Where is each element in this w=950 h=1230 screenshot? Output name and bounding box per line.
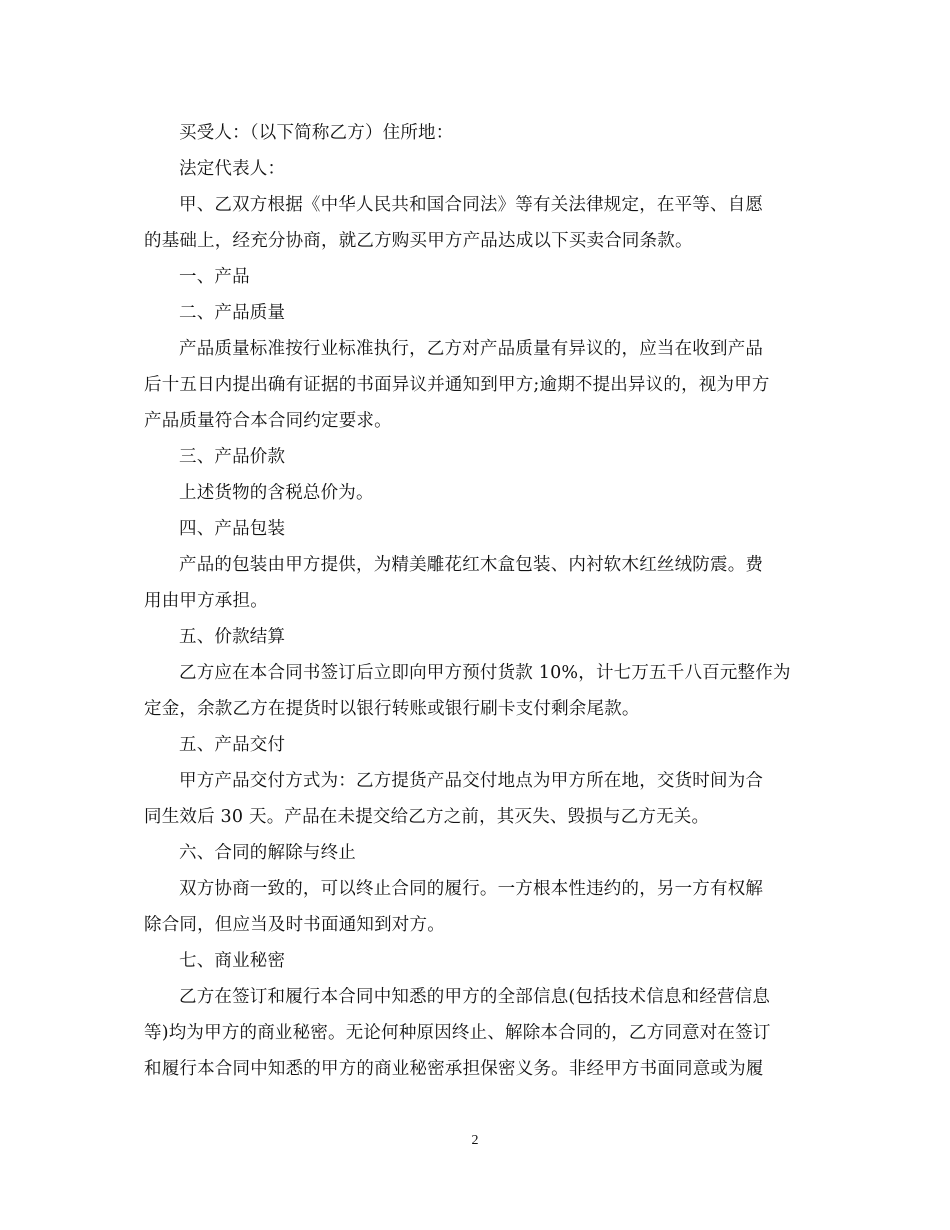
- text-line: 乙方应在本合同书签订后立即向甲方预付货款 10%，计七万五千八百元整作为: [179, 663, 791, 683]
- text-line: 的基础上，经充分协商，就乙方购买甲方产品达成以下买卖合同条款。: [144, 231, 693, 251]
- section-heading: 六、合同的解除与终止: [179, 843, 356, 863]
- text-line: 法定代表人：: [179, 159, 286, 179]
- section-heading: 三、产品价款: [179, 447, 286, 467]
- section-heading: 五、价款结算: [179, 627, 286, 647]
- text-line: 产品质量标准按行业标准执行，乙方对产品质量有异议的，应当在收到产品: [179, 339, 764, 359]
- text-line: 甲方产品交付方式为：乙方提货产品交付地点为甲方所在地，交货时间为合: [179, 771, 764, 791]
- text-line: 上述货物的含税总价为。: [179, 483, 374, 503]
- text-line: 双方协商一致的，可以终止合同的履行。一方根本性违约的，另一方有权解: [179, 879, 764, 899]
- text-line: 用由甲方承担。: [144, 591, 268, 611]
- section-heading: 五、产品交付: [179, 735, 286, 755]
- text-line: 产品的包装由甲方提供，为精美雕花红木盒包装、内衬软木红丝绒防震。费: [179, 555, 764, 575]
- document-body: [144, 115, 812, 1087]
- text-line: 除合同，但应当及时书面通知到对方。: [144, 915, 445, 935]
- text-line: 产品质量符合本合同约定要求。: [144, 411, 392, 431]
- text-line: 甲、乙双方根据《中华人民共和国合同法》等有关法律规定，在平等、自愿: [179, 195, 764, 215]
- text-line: 定金，余款乙方在提货时以银行转账或银行刷卡支付剩余尾款。: [144, 699, 640, 719]
- text-line: 和履行本合同中知悉的甲方的商业秘密承担保密义务。非经甲方书面同意或为履: [144, 1059, 764, 1079]
- text-line: 乙方在签订和履行本合同中知悉的甲方的全部信息(包括技术信息和经营信息: [179, 987, 771, 1007]
- section-heading: 一、产品: [179, 267, 250, 287]
- text-line: 买受人：（以下简称乙方）住所地：: [179, 123, 454, 143]
- text-line: 后十五日内提出确有证据的书面异议并通知到甲方;逾期不提出异议的，视为甲方: [144, 375, 770, 395]
- section-heading: 四、产品包装: [179, 519, 286, 539]
- page-number: 2: [471, 1133, 479, 1148]
- text-line: 等)均为甲方的商业秘密。无论何种原因终止、解除本合同的，乙方同意对在签订: [144, 1023, 771, 1043]
- section-heading: 七、商业秘密: [179, 951, 286, 971]
- section-heading: 二、产品质量: [179, 303, 286, 323]
- text-line: 同生效后 30 天。产品在未提交给乙方之前，其灭失、毁损与乙方无关。: [144, 807, 710, 827]
